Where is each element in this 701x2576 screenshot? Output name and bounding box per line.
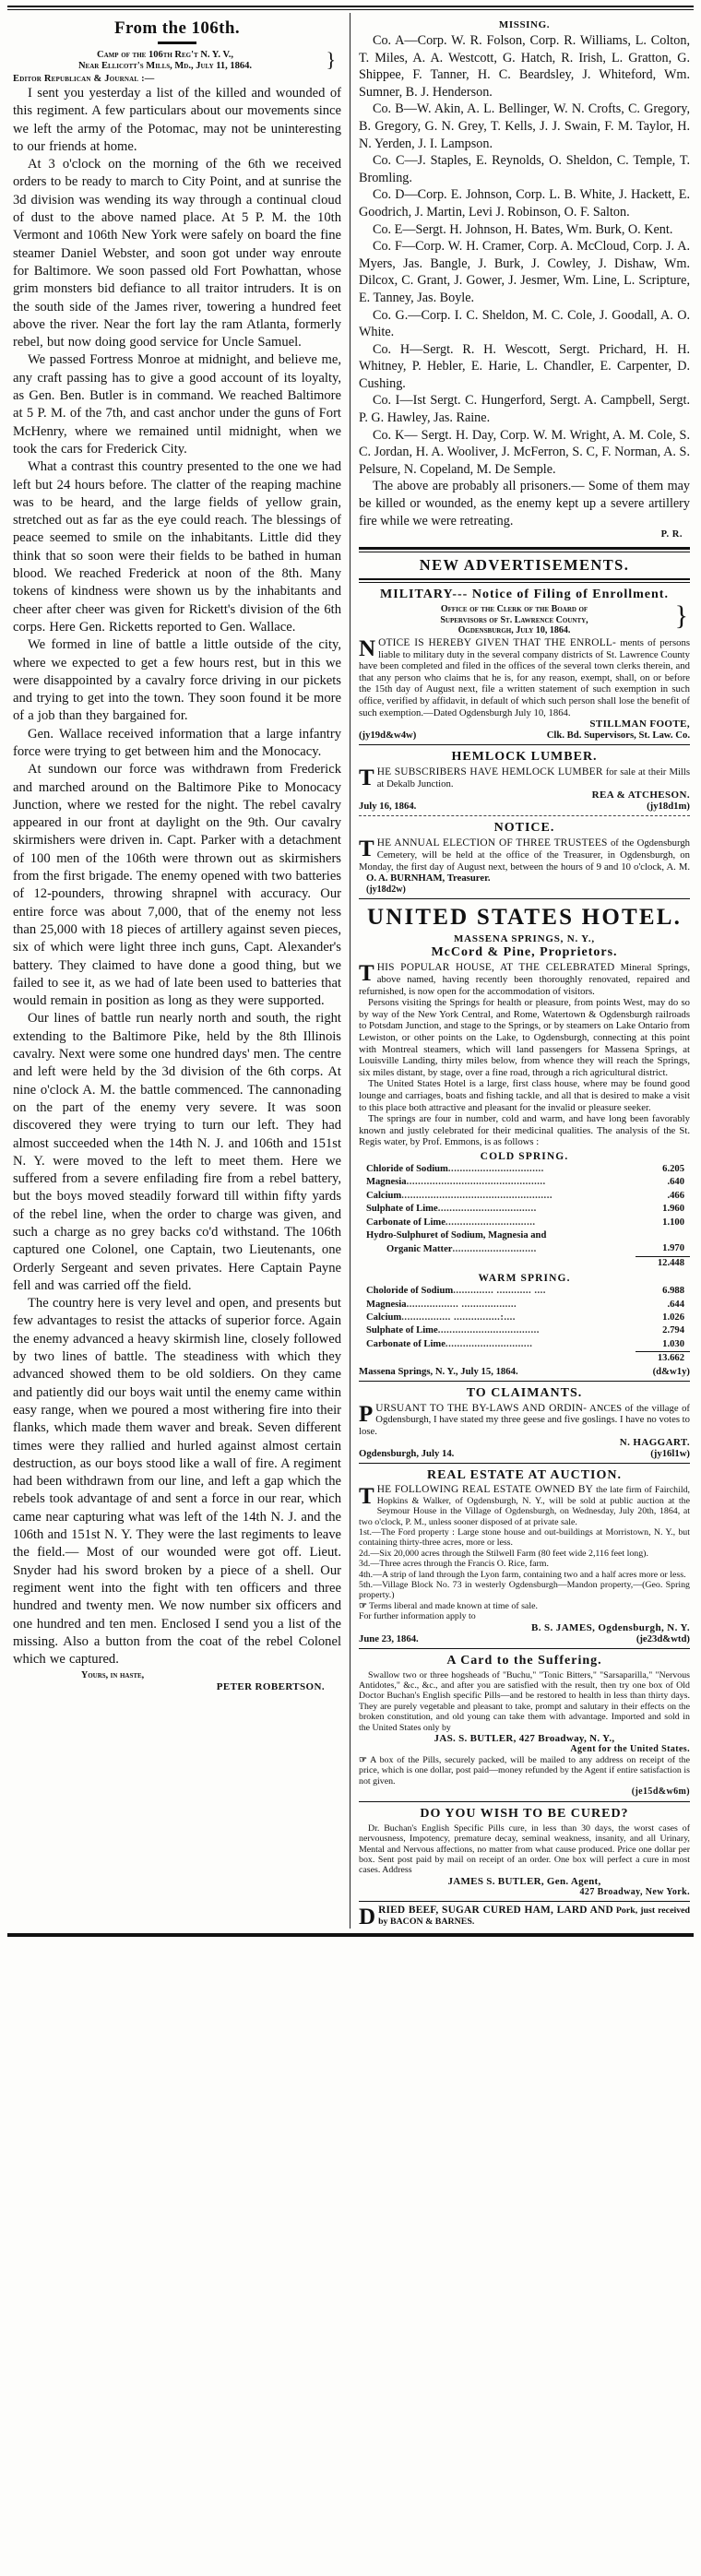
analysis-constituent: Chloride of Sodium................................. [366,1163,544,1174]
ad-body-cured: Dr. Buchan's English Specific Pills cure, in less than 30 days, the worst cases of nervousness, Impotency, premature decay, seminal weakness, insanity, and all Urinary, Mental and Nervous affections, no matter from what cause produced. Price one dollar per box. Sent post paid by mail on receipt of an order. One box will perfect a cure in most cases. Address [359,1822,690,1876]
analysis-constituent-long: Hydro-Sulphuret of Sodium, Magnesia and [366,1229,547,1241]
auction-item: 1st.—The Ford property : Large stone house and out-buildings at Morristown, N. Y., but containing thirty-three acres, more or less. [359,1527,690,1549]
cold-spring-title: COLD SPRING. [480,1150,569,1162]
missing-list-initials: P. R. [660,529,683,540]
ad-body-text: the late firm of Fairchild, Hopkins & Walker, of Ogdensburgh, N. Y., will be sold at public auction at the Seymour House in the Village of Ogdensburgh, on Wednesday, July 20th, 1864, at two o'clock, P. M., unless sooner disposed of at private sale. [359,1485,691,1527]
cold-spring-analysis-table [359,1163,690,1270]
ad-dropcap: T [359,1484,374,1510]
ad-lead-caps: RIED BEEF, SUGAR CURED HAM, LARD AND [378,1905,613,1917]
table-row-total [359,1256,690,1270]
dot-leader: ................................... [437,1325,540,1336]
article-paragraph: We passed Fortress Monroe at midnight, and believe me, any craft passing has to give a good account of its loyalty, as Gen. Ben. Butler is in command. We reached Baltimore at 5 P. M. of the 7th, and cast anchor under the guns of Fort McHenry, where we remained until midnight, when we took the cars for Frederick City. [13,352,341,457]
article-paragraph: Our lines of battle run nearly north and south, the right extending to the Baltimore Pike, held by the 8th Illinois cavalry. Next were some one hundred days' men. The centre and left were held by the 3d division of the 6th corps. At nine o'clock A. M. the battle commenced. The cannonading on the part of the enemy very severe. It was soon discovered they were trying to turn our left. They had almost succeeded when the 14th N. J. and 106th and 151st N. Y. were moved to the left to meet them. Here we suffered from a severe enfilading fire from a rebel battery, but the boys moved steadily forward till within fifty yards of the rebel line, when the order to charge was given, and such a charge as no grey backs co'd withstand. The 106th captured one Colonel, one Captain, two Lieutenants, one Orderly Sergeant and seven privates. Here Captain Payne fell and was carried off the field. [13,1011,341,1293]
ad-separator [359,1801,690,1802]
analysis-value: 6.988 [662,1286,684,1297]
table-row [359,1324,690,1337]
dot-leader: .............................. [445,1339,533,1350]
company-list-item: Co. K— Sergt. H. Day, Corp. W. M. Wright, A. M. Cole, S. C. Jordan, H. A. Wooliver, J. McFerron, S. C, F. Norman, A. S. Pelsure, N. Copeland, M. De Semple. [359,427,690,477]
auction-item: 2d.—Six 20,000 acres through the Stilwell Farm (80 feet wide 2,116 feet long). [359,1548,648,1559]
analysis-constituent: Carbonate of Lime............................... [366,1217,536,1228]
company-list-item: Co. A—Corp. W. R. Folson, Corp. R. Williams, L. Colton, T. Miles, A. A. Westcott, G. Hatch, R. Irish, L. Gratton, G. Shippee, F. Tanner, H. C. Beardsley, J. Whiteford, Wm. Sumner, B. J. Henderson. [359,33,690,100]
analysis-total-value: 13.662 [636,1352,690,1366]
ad-footer-row [359,801,690,812]
ad-body [359,766,690,789]
warm-spring-analysis-table [359,1285,690,1365]
ad-body [359,1485,690,1527]
company-list-item: Co. F—Corp. W. H. Cramer, Corp. A. McCloud, Corp. J. A. Myers, Jas. Bangle, J. Burk, J. Cowley, J. Dishaw, Wm. Dilcox, C. Grant, J. Gower, J. Jesmer, Wm. Line, L. Scripture, E. Tanney, Jas. Boyle. [359,239,690,305]
ad-signature: O. A. BURNHAM, Treasurer. [366,873,491,884]
ad-hand-body: ☞ A box of the Pills, securely packed, will be mailed to any address on receipt of the price, which is one dollar, post paid—money refunded by the Agent if entire satisfaction is not given. [359,1754,690,1787]
ad-body-text: Pork, just received by [378,1905,691,1927]
article-paragraph: What a contrast this country presented to the one we had left but 24 hours before. The clatter of the reaping machine was to be heard, and the large fields of yellow grain, stretched out as far as the eye could reach. The blessings of peace seemed to smile on the inhabitants. Little did they think that so soon were their fields to be bathed in human blood. We reached Frederick at noon of the 8th. Many tokens of kindness were shown us by the inhabitants and cheer after cheer was given for Rickett's division of the 6th corps. Here Gen. Ricketts reported to Gen. Wallace. [13,459,341,635]
ad-signature: BACON & BARNES. [389,1916,475,1927]
company-list-item: Co. E—Sergt. H. Johnson, H. Bates, Wm. Burk, O. Kent. [373,221,673,237]
headline-rule [158,42,196,44]
dateline-brace: } [326,48,336,71]
company-list-item: Co. D—Corp. E. Johnson, Corp. L. B. White, J. Hackett, E. Goodrich, J. Martin, Levi J. Robinson, O. F. Salton. [359,187,690,220]
dot-leader: .................. ................... [406,1299,517,1310]
ad-separator [359,744,690,745]
dot-leader: ................................. [447,1163,544,1174]
ad-body [359,637,690,718]
hotel-body-text-1: Mineral Springs, above named, having recently been thoroughly renovated, repaired and refurnished, is now open for the accommodation of visitors. [359,962,690,997]
ad-dropcap: N [359,636,376,661]
table-row [359,1203,690,1216]
auction-terms: ☞ Terms liberal and made known at time of sale. [359,1600,538,1611]
ad-date-code: (jy18d2w) [366,884,406,895]
hotel-proprietors: McCord & Pine, Proprietors. [431,945,618,960]
company-list-item: Co. H—Sergt. R. H. Wescott, Sergt. Prichard, H. H. Whitney, P. Hebler, E. Harie, L. Chandler, E. Carpenter, D. Cushing. [359,341,690,391]
ad-date-line: June 23, 1864. [359,1632,419,1644]
table-row [359,1163,690,1176]
office-brace: } [674,600,688,632]
table-row [359,1176,690,1189]
analysis-constituent: Choloride of Sodium.............. ............ .... [366,1286,546,1297]
dot-leader: ................. ................:.... [401,1312,516,1323]
analysis-constituent: Magnesia.................. ................... [366,1299,517,1310]
right-column [350,13,694,1929]
dot-leader: .................................................... [401,1190,552,1201]
ad-address: 427 Broadway, New York. [579,1886,690,1897]
article-paragraph: At sundown our force was withdrawn from Frederick and marched around on the Baltimore Pike to Monocacy Junction, where we rested for the night. The rebel cavalry appeared in our front at daylight on the 9th. Our cavalry skirmishers were driven in. Capt. Parker with a detachment of 100 men of the 106th were thrown out as skirmishers from the first brigade. The enemy opened with two batteries of 12-pounders, throwing shrapnel with accuracy. Our entire force was about 7,000, that of the enemy not less than 25,000 with 18 pieces of artillery against seven pieces, six of which were light three inch guns, Capt. Alexander's battery. They claimed to have done a good thing, but we failed to see it, as we had of late been used to batteries that would remain in position as long as they were supported. [13,762,341,1009]
ad-body: Swallow two or three hogsheads of "Buchu," "Tonic Bitters," "Sarsaparilla," "Nervous Antidotes," &c., &c., and after you are satisfied with the result, then try one box of Old Doctor Buchan's English specific Pills—and be restored to health in less than thirty days. They are purely vegetable and pleasant to take, prompt and salutary in their effects on the broken constitution, and old young can take them with advantage. Imported and sold in the United States only by [359,1669,690,1733]
analysis-value: 2.794 [662,1325,684,1336]
table-row [359,1299,690,1312]
hotel-body-2: Persons visiting the Springs for health or pleasure, from points West, may do so by way of the New York Central, and Rome, Watertown & Ogdensburgh railroads to Potsdam Junction, and stage to the Springs, or by steamers on Lake Ontario from Lewiston, or other points on the Lake, to Ogdensburgh, connecting at this point with Montreal steamers, which will land passengers for Massena Springs, at Louisville Landing, thirty miles below, from whence they will reach the Springs, six miles distant, by stage, over a fine road, through a rich agricultural district. [359,997,690,1078]
hotel-footer-row [359,1366,690,1377]
office-line-3: Ogdensburgh, July 10, 1864. [457,625,571,636]
ad-lead-caps: HE ANNUAL ELECTION OF THREE TRUSTEES [376,837,608,849]
ad-title: MILITARY--- Notice of Filing of Enrollment. [380,588,669,602]
analysis-constituent: Sulphate of Lime................................... [366,1325,540,1336]
ad-separator [359,1381,690,1382]
warm-spring-title: WARM SPRING. [478,1273,571,1285]
ad-lead-caps: HE SUBSCRIBERS HAVE HEMLOCK LUMBER [376,766,603,778]
analysis-total-label [359,1256,636,1270]
hotel-title: UNITED STATES HOTEL. [366,905,683,931]
missing-list-title: MISSING. [498,19,551,30]
ad-lead-caps: OTICE IS HEREBY GIVEN THAT THE ENROLL- [378,637,617,648]
table-row [359,1242,690,1256]
ad-footer-row [359,730,690,741]
ad-body-text: ments of persons liable to military duty in the several company districts of St. Lawrence County have been completed and filed in the offices of the several town clerks therein, and that any person who claims that he is, for any reason, exempt, shall, on or before the 15th day of August next, file a written statement of such exemption in such office, verified by affidavit, in default of which such person shall lose the benefit of such exemption.—Dated Ogdensburgh July 10, 1864. [359,637,690,718]
ads-header-rule [359,578,690,583]
ad-date-code: (jy18d1m) [647,801,690,813]
dot-leader: ............................... [445,1217,536,1228]
analysis-constituent: Carbonate of Lime.............................. [366,1339,533,1350]
ad-dropcap: T [359,766,374,791]
company-list-item: Co. B—W. Akin, A. L. Bellinger, W. N. Crofts, C. Gregory, B. Gregory, G. N. Grey, T. Kells, J. J. Swain, F. M. Taylor, H. N. Yerden, J. I. Lampson. [359,101,690,151]
ad-title: HEMLOCK LUMBER. [451,750,598,765]
ad-signature-role: Clk. Bd. Supervisors, St. Law. Co. [546,730,690,742]
ad-footer-row [359,1448,690,1459]
ad-card-to-the-suffering [359,1653,690,1898]
ad-united-states-hotel [359,905,690,1376]
ad-signature: JAMES S. BUTLER, Gen. Agent, [447,1875,601,1887]
hotel-body-4: The springs are four in number, cold and warm, and have long been favorably known and justly celebrated for their medicinal qualities. The analysis of the St. Regis water, by Prof. Emmons, is as follows : [359,1113,690,1148]
ad-separator [359,898,690,899]
ad-title: REAL ESTATE AT AUCTION. [426,1468,623,1483]
ads-top-thick-rule [359,547,690,550]
company-list-item: Co. G.—Corp. I. C. Sheldon, M. C. Cole, J. Goodall, A. O. White. [359,307,690,340]
ad-signature: B. S. JAMES, Ogdensburgh, N. Y. [530,1621,690,1633]
analysis-value: 1.026 [662,1312,684,1323]
ad-title-cured: DO YOU WISH TO BE CURED? [420,1806,629,1821]
ad-date-code: (jy16l1w) [650,1448,690,1460]
analysis-total-value: 12.448 [636,1256,690,1270]
dot-leader: .................................. [437,1204,537,1215]
analysis-constituent: Magnesia................................................ [366,1177,546,1188]
company-list-item: Co. C—J. Staples, E. Reynolds, O. Sheldon, C. Temple, T. Bromling. [359,153,690,185]
two-column-layout [7,13,694,1929]
dateline-line-1: Camp of the 106th Reg't N. Y. V., [97,50,233,60]
auction-item: 4th.—A strip of land through the Lyon farm, containing two and a half acres more or less. [359,1569,686,1580]
ad-lead-caps: HE FOLLOWING REAL ESTATE OWNED BY [376,1484,594,1496]
analysis-constituent: Calcium.................................................... [366,1190,552,1201]
ad-date-code: (jy19d&w4w) [359,730,417,742]
article-paragraph: We formed in line of battle a little outside of the city, where we expected to get a few hours rest, but in this we were disappointed by a cavalry force driving in our pickets and trying to get into the town. They soon found it be more of a job than they bargained for. [13,637,341,724]
ad-to-claimants [359,1385,690,1460]
auction-further-info: For further information apply to [359,1611,476,1622]
ad-real-estate-auction [359,1467,690,1644]
analysis-constituent: Calcium................. ................:.... [366,1312,516,1323]
ad-dropcap: P [359,1401,374,1427]
article-headline: From the 106th. [114,18,240,38]
ad-title: TO CLAIMANTS. [466,1385,583,1400]
hotel-location: MASSENA SPRINGS, N. Y., [454,933,595,945]
table-row [359,1312,690,1324]
article-closing: Yours, in haste, [81,1670,145,1681]
table-row-total [359,1352,690,1366]
salutation: Editor Republican & Journal :— [13,74,155,84]
ad-date-code: (je23d&wtd) [636,1632,690,1644]
ad-office-dateline [359,600,690,636]
auction-item: 3d.—Three acres through the Francis O. Rice, farm. [359,1559,549,1570]
hotel-body-3: The United States Hotel is a large, first class house, where may be found good lounge and carriages, boats and fishing tackle, and all that is desired to make a visit to this place both attractive and pleasant for the invalid or pleasure seeker. [359,1078,690,1113]
ad-military-enrollment [359,587,690,741]
ads-section-header: NEW ADVERTISEMENTS. [419,556,630,575]
analysis-value: .640 [667,1177,684,1188]
company-list-item: Co. I—Ist Sergt. C. Hungerford, Sergt. A. Campbell, Sergt. P. G. Hawley, Jas. Raine. [359,393,690,426]
ad-dropcap: T [359,837,374,862]
dot-leader: ............................. [452,1243,537,1254]
table-row [359,1217,690,1229]
hotel-body-1 [359,962,690,997]
ad-separator-dotted [359,815,690,816]
left-column-filler [13,1692,341,1696]
article-signature: PETER ROBERTSON. [216,1681,325,1693]
ad-agent-line: JAS. S. BUTLER, 427 Broadway, N. Y., [434,1733,615,1745]
ad-body-text: of the Ogdensburgh Cemetery, will be held at the office of the Treasurer, in Ogdensburgh, on Monday, the first day of August next, between the hours of 9 and 10 o'clock, A. M. [359,837,691,873]
ad-hemlock-lumber [359,749,690,812]
ad-dropcap: T [359,961,374,987]
table-row [359,1190,690,1203]
ad-body-text: for sale at their Mills at Dekalb Junction. [376,766,691,789]
office-line-2: Supervisors of St. Lawrence County, [440,614,588,625]
table-row [359,1285,690,1298]
ad-body-text: ANCES of the village of Ogdensburgh, I have stated my three geese and five goslings. I have no votes to lose. [359,1402,690,1437]
analysis-constituent: Sulphate of Lime.................................. [366,1204,537,1215]
missing-list-note: The above are probably all prisoners.— Some of them may be killed or wounded, as the enemy kept up a severe artillery fire while we were retreating. [359,479,690,528]
ad-signature: STILLMAN FOOTE, [589,718,690,730]
ad-date-line: July 16, 1864. [359,801,417,813]
article-paragraph: I sent you yesterday a list of the killed and wounded of this regiment. A few particulars about our movements since we left the army of the Potomac, may not be uninteresting to our friends at home. [13,86,341,154]
ad-agent-sub: Agent for the United States. [570,1744,690,1755]
analysis-value: 1.030 [662,1338,684,1349]
analysis-value: .466 [667,1190,684,1201]
ad-title: A Card to the Suffering. [446,1653,602,1668]
ad-dropcap: D [359,1905,376,1930]
ad-lead-caps: URSUANT TO THE BY-LAWS AND ORDIN- [375,1402,588,1414]
ad-cemetery-notice [359,820,690,895]
office-line-1: Office of the Clerk of the Board of [440,604,588,615]
analysis-value: .644 [667,1299,684,1310]
ad-separator [359,1463,690,1464]
left-column [7,13,350,1929]
ad-lead-caps: HIS POPULAR HOUSE, AT THE CELEBRATED [376,962,615,974]
analysis-value: 6.205 [662,1163,684,1174]
page-top-rule [7,6,694,10]
ad-body [359,837,690,884]
ad-signature: REA & ATCHESON. [591,789,690,801]
ad-separator [359,1901,690,1902]
table-row [359,1338,690,1352]
dot-leader: ................................................ [406,1177,546,1188]
analysis-value: 1.100 [662,1217,684,1228]
auction-item: 5th.—Village Block No. 73 in westerly Ogdensburgh—Mandon property,—(Geo. Spring property.) [359,1580,690,1601]
ad-footer-row [359,1633,690,1644]
hotel-footer-code: (d&w1y) [652,1365,690,1377]
article-paragraph: Gen. Wallace received information that a large infantry force were trying to get between him and the Monocacy. [13,726,341,759]
ad-title: NOTICE. [493,821,555,836]
analysis-value: 1.960 [662,1204,684,1215]
page-bottom-rule [7,1933,694,1937]
ad-separator [359,1648,690,1649]
analysis-constituent-cont: Organic Matter............................. [386,1243,537,1254]
dateline [13,50,341,72]
ad-dried-beef [359,1905,691,1930]
pointing-hand-icon: ☞ [359,1600,367,1611]
analysis-total-label [359,1352,636,1366]
dateline-line-2: Near Ellicott's Mills, Md., July 11, 1864. [77,61,253,71]
pointing-hand-icon: ☞ [359,1754,367,1765]
ad-date-line: Ogdensburgh, July 14. [359,1448,455,1460]
article-paragraph: The country here is very level and open, and presents but few advantages to resist the attacks of superior force. Again the enemy advanced a heavy skirmish line, closely followed by two lines of battle. The steadiness with which they advanced showed them to be old soldiers. On they came and patiently did our boys wait until the enemy came within easy range, when we poured a most withering fire into their flanks, which made them waver and break. Seven different times were they rallied and hurled against almost certain destruction, as our boys stood like a wall of fire. A regiment had been withdrawn from our line, and left a gap which the rebels took advantage of and sent a force in our rear, which came near capturing what was left of the 14th N. J. and the 106th and 151st N. Y. They were the last regiments to leave the field.— Most of our wounded were got off. Lieut. Snyder had his sword broken by a piece of a shell. Our regiment went into the fight with ten officers and three hundred and twenty men. We now number six officers and one hundred and ten men. Enclosed I send you a list of the missing. Also a button from the coat of the rebel Colonel which we captured. [13,1296,341,1668]
ad-date-code: (je15d&w6m) [631,1787,690,1798]
table-row [359,1229,690,1242]
article-paragraph: At 3 o'clock on the morning of the 6th we received orders to be ready to march to City Point, and at sunrise the 3d division was wending its way through a continual cloud of dust to the above named place. At 5 P. M. the 10th Vermont and 106th New York were safely on board the fine steamer Daniel Webster, and soon got under way enroute for Baltimore. We soon passed old Fort Powhattan, whose grim monsters bid defiance to all traitor intruders. It is on the south side of the James river, towering a hundred feet above the river. Near the fort lay the ram Atlanta, formerly rebel, but now doing good service for Uncle Samuel. [13,157,341,350]
ad-signature: N. HAGGART. [619,1437,690,1449]
ad-body [359,1905,691,1930]
ad-body [359,1403,690,1438]
hotel-footer-date: Massena Springs, N. Y., July 15, 1864. [359,1365,518,1377]
analysis-value: 1.970 [662,1243,684,1254]
dot-leader: .............. ............ .... [453,1286,546,1297]
